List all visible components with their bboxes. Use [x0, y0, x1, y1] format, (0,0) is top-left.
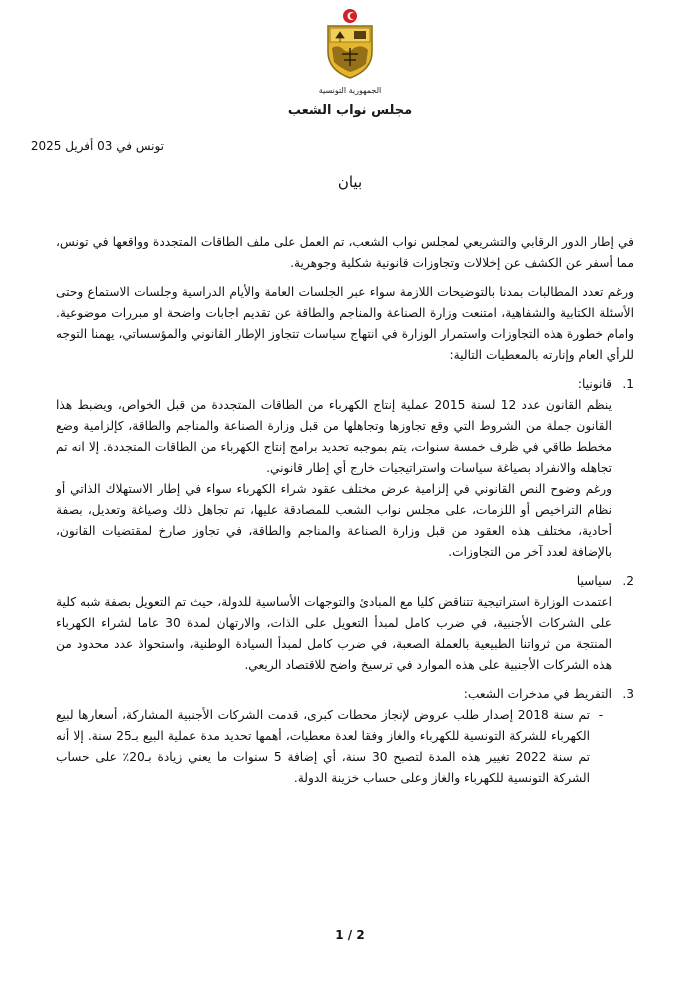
section-1-number: 1. [622, 377, 634, 391]
section-3-number: 3. [622, 687, 634, 701]
section-2-heading [56, 571, 634, 592]
context-paragraph: ورغم تعدد المطالبات بمدنا بالتوضيحات اللازمة سواء عبر الجلسات العامة والأيام الدراسية وجلسات الاستماع وحتى الأسئلة الكتابية والشفاهية، امتنعت وزارة الصناعة والمناجم والطاقة عن تقديم اجابات واضحة او مبررات موضوعية. وامام خطورة هذه التجاوزات واستمرار الوزارة في انتهاج سياسات تتجاوز الإطار القانوني والمؤسساتي، يهمنا التوجه للرأي العام وإنارته بالمعطيات التالية: [56, 285, 634, 362]
tunisia-coat-of-arms-icon [318, 8, 382, 80]
section-3-bullet-text: تم سنة 2018 إصدار طلب عروض لإنجاز محطات كبرى، قدمت الشركات الأجنبية المشاركة، أسعارها لبيع الكهرباء للشركة التونسية للكهرباء والغاز وفقا لعدة معطيات، أهمها تحديد مدة عملية البيع بـ25 سنة. إلا أنه تم سنة 2022 تغيير هذه المدة لتصبح 30 سنة، أي إضافة 5 سنوات ما يعني زيادة بـ20٪ على حساب الشركة التونسية للكهرباء والغاز وعلى حساب خزينة الدولة. [56, 708, 590, 785]
document-title: بيان [337, 173, 363, 191]
section-2-paragraph-1: اعتمدت الوزارة استراتيجية تتناقض كليا مع المبادئ والتوجهات الأساسية للدولة، حيث تم التعويل بصفة شبه كلية على الشركات الأجنبية، في ضرب كامل لمبدأ التعويل على الذات، والارتهان لمدة 30 عاما لشراء الكهرباء المنتجة من ثرواتنا الطبيعية بالعملة الصعبة، في ضرب كامل لمبدأ السيادة الوطنية، واستحواذ عدد محدود من هذه الشركات الأجنبية على هذه الموارد في ترسيخ واضح للاقتصاد الريعي. [56, 595, 612, 672]
letterhead [250, 8, 450, 118]
document-body [56, 232, 634, 789]
section-3-heading [56, 684, 634, 705]
section-3-bullet [56, 705, 634, 789]
section-2-title: سياسيا [576, 574, 612, 588]
page-number: 1 / 2 [335, 928, 365, 942]
section-1-heading [56, 374, 634, 395]
document-date: تونس في 03 أفريل 2025 [30, 139, 164, 153]
intro-paragraph: في إطار الدور الرقابي والتشريعي لمجلس نواب الشعب، تم العمل على ملف الطاقات المتجددة وواقعها في تونس، مما أسفر عن الكشف عن إخلالات وتجاوزات قانونية شكلية وجوهرية. [56, 235, 634, 270]
section-1-paragraph-1: ينظم القانون عدد 12 لسنة 2015 عملية إنتاج الكهرباء من الطاقات المتجددة من قبل الخواص، ويضبط هذا القانون جملة من الشروط التي وقع تجاوزها وتجاهلها من قبل وزارة الصناعة والمناجم والطاقة، كإلزامية وضع مخطط طاقي في ظرف خمسة سنوات، يتم بموجبه تحديد برامج إنتاج الكهرباء من الطاقات المتجددة. إلا انه تم تجاهله والانفراد بصياغة سياسات واستراتيجيات خارج أي إطار قانوني. [56, 398, 612, 475]
section-1-title: قانونيا: [577, 377, 612, 391]
section-2-number: 2. [622, 574, 634, 588]
section-3-title: التفريط في مدخرات الشعب: [463, 687, 612, 701]
section-1-paragraph-2: ورغم وضوح النص القانوني في إلزامية عرض مختلف عقود شراء الكهرباء سواء في إطار الاستهلاك الذاتي أو نظام التراخيص أو اللزمات، على مجلس نواب الشعب للمصادقة عليها، تم تجاهل ذلك وصياغة وتعديل، بصفة أحادية، مختلف هذه العقود من قبل وزارة الصناعة والمناجم والطاقة، في تجاوز صارخ لمقتضيات القانون، بالإضافة لعدد آخر من التجاوزات. [56, 482, 612, 559]
republic-label: الجمهورية التونسية [318, 86, 382, 95]
assembly-name: مجلس نواب الشعب [287, 103, 413, 118]
bullet-dash: - [598, 708, 604, 722]
